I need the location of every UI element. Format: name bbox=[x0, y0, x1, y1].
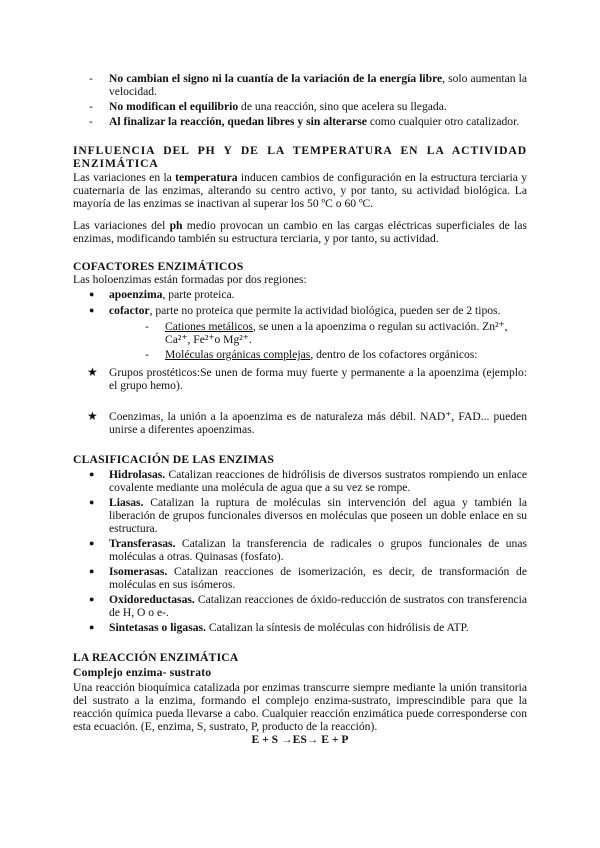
dash-marker: - bbox=[89, 100, 93, 113]
section-heading: LA REACCIÓN ENZIMÁTICA bbox=[73, 651, 239, 664]
reaction-equation: E + S →ES→ E + P bbox=[251, 733, 349, 746]
list-item bbox=[73, 115, 527, 128]
text: , parte no proteica que permite la actividad biológica, pueden ser de 2 tipos. bbox=[149, 304, 501, 317]
item-bold-text: No cambian el signo ni la cuantía de la variación de la energía libre bbox=[109, 72, 443, 85]
bold-text: Sintetasas o ligasas. bbox=[109, 621, 206, 634]
bold-text: apoenzima bbox=[109, 288, 163, 301]
section-heading: INFLUENCIA DEL PH Y DE LA TEMPERATURA EN LA ACTIVIDAD ENZIMÁTICA bbox=[73, 144, 527, 170]
list-item bbox=[73, 496, 527, 535]
text: Las variaciones en la bbox=[73, 171, 176, 184]
dash-marker: - bbox=[145, 348, 149, 361]
list-item bbox=[73, 288, 527, 301]
document-page bbox=[73, 72, 527, 746]
list-item bbox=[73, 593, 527, 619]
item-text: , solo aumentan la velocidad. bbox=[109, 72, 527, 98]
section-clasificacion bbox=[73, 453, 527, 634]
section-ph-temperature bbox=[73, 144, 527, 245]
item-text: de una reacción, sino que acelera su llegada. bbox=[238, 100, 447, 113]
section-heading: CLASIFICACIÓN DE LAS ENZIMAS bbox=[73, 453, 275, 466]
dash-marker: - bbox=[145, 320, 149, 333]
item-text: como cualquier otro catalizador. bbox=[366, 115, 520, 128]
bullet-marker: ● bbox=[89, 622, 95, 632]
bold-text: Transferasas. bbox=[109, 537, 176, 550]
list-item bbox=[73, 72, 527, 98]
intro-list bbox=[73, 72, 527, 128]
text: Catalizan reacciones de hidrólisis de diversos sustratos rompiendo un enlace covalente mediante una molécula de agua que a su vez se rompe. bbox=[109, 468, 527, 494]
text: , parte proteica. bbox=[162, 288, 235, 301]
bold-text: Oxidoreductasas. bbox=[109, 593, 195, 606]
list-item bbox=[73, 304, 527, 317]
text: Catalizan la ruptura de moléculas sin intervención del agua y también la liberación de grupos funcionales diversos en moléculas que poseen un doble enlace en su estructura. bbox=[109, 496, 527, 535]
section-heading: COFACTORES ENZIMÁTICOS bbox=[73, 260, 244, 273]
text: Coenzimas, la unión a la apoenzima es de naturaleza más débil. NAD⁺, FAD... pueden unirse a diferentes apoenzimas. bbox=[109, 410, 527, 436]
sub-list-item bbox=[73, 320, 527, 346]
dash-marker: - bbox=[89, 115, 93, 128]
text: inducen cambios de configuración en la estructura terciaria y cuaternaria de las enzimas, alterando su centro activo, y por tanto, su actividad biológica. La mayoría de las enzimas se inactivan al superar los 50 ºC o 60 ºC. bbox=[73, 171, 528, 210]
underlined-text: Moléculas orgánicas complejas bbox=[165, 348, 311, 361]
text: Catalizan la síntesis de moléculas con hidrólisis de ATP. bbox=[205, 621, 469, 634]
bold-text: cofactor bbox=[109, 304, 150, 317]
sub-list-item bbox=[73, 348, 527, 361]
star-list-item bbox=[73, 410, 527, 436]
bold-text: temperatura bbox=[175, 171, 238, 184]
bullet-marker: ● bbox=[89, 566, 95, 576]
star-list-item bbox=[73, 366, 527, 392]
paragraph-intro: Las holoenzimas están formadas por dos regiones: bbox=[73, 273, 307, 286]
section-subheading: Complejo enzima- sustrato bbox=[73, 666, 212, 679]
text: medio provocan un cambio en las cargas eléctricas superficiales de las enzimas, modificando también su estructura terciaria, y por tanto, su actividad. bbox=[73, 219, 528, 245]
text: Grupos prostéticos:Se unen de forma muy fuerte y permanente a la apoenzima (ejemplo: el grupo hemo). bbox=[109, 366, 527, 392]
text: Catalizan reacciones de óxido-reducción de sustratos con transferencia de H, O o e-. bbox=[109, 593, 527, 619]
list-item bbox=[73, 565, 527, 591]
bold-text: Liasas. bbox=[109, 496, 144, 509]
text: , dentro de los cofactores orgánicos: bbox=[310, 348, 478, 361]
bold-text: Hidrolasas. bbox=[109, 468, 166, 481]
paragraph-ph bbox=[73, 219, 527, 245]
list-item bbox=[73, 621, 527, 634]
bullet-marker: ● bbox=[89, 497, 95, 507]
list-item bbox=[73, 468, 527, 494]
text: Catalizan reacciones de isomerización, es decir, de transformación de moléculas en sus isómeros. bbox=[109, 565, 527, 591]
underlined-text: Cationes metálicos bbox=[165, 320, 253, 333]
bullet-marker: ● bbox=[89, 469, 95, 479]
bold-text: ph bbox=[169, 219, 183, 232]
text: , se unen a la apoenzima o regulan su activación. Zn²⁺, Ca²⁺, Fe²⁺o Mg²⁺. bbox=[165, 320, 508, 346]
section-cofactores bbox=[73, 260, 527, 436]
item-bold-text: No modifican el equilibrio bbox=[109, 100, 239, 113]
text: Las variaciones del bbox=[73, 219, 170, 232]
bullet-marker: ● bbox=[89, 289, 95, 299]
list-item bbox=[73, 537, 527, 563]
item-bold-text: Al finalizar la reacción, quedan libres y sin alterarse bbox=[109, 115, 367, 128]
dash-marker: - bbox=[89, 72, 93, 85]
bold-text: Isomerasas. bbox=[109, 565, 168, 578]
paragraph-reaction: Una reacción bioquímica catalizada por enzimas transcurre siempre mediante la unión transitoria del sustrato a la enzima, formando el complejo enzima-sustrato, imprescindible para que la reacción química pueda llevarse a cabo. Cualquier reacción enzimática puede corresponderse con esta ecuación. (E, enzima, S, sustrato, P, producto de la reacción). bbox=[73, 681, 527, 733]
text: Catalizan la transferencia de radicales o grupos funcionales de unas moléculas a otras. Quinasas (fosfato). bbox=[109, 537, 527, 563]
bullet-marker: ● bbox=[89, 594, 95, 604]
list-item bbox=[73, 100, 527, 113]
bullet-marker: ● bbox=[89, 538, 95, 548]
section-reaccion bbox=[73, 651, 527, 746]
star-icon: ★ bbox=[87, 409, 98, 423]
bullet-marker: ● bbox=[89, 305, 95, 315]
paragraph-temperature bbox=[73, 171, 527, 210]
star-icon: ★ bbox=[87, 365, 98, 379]
